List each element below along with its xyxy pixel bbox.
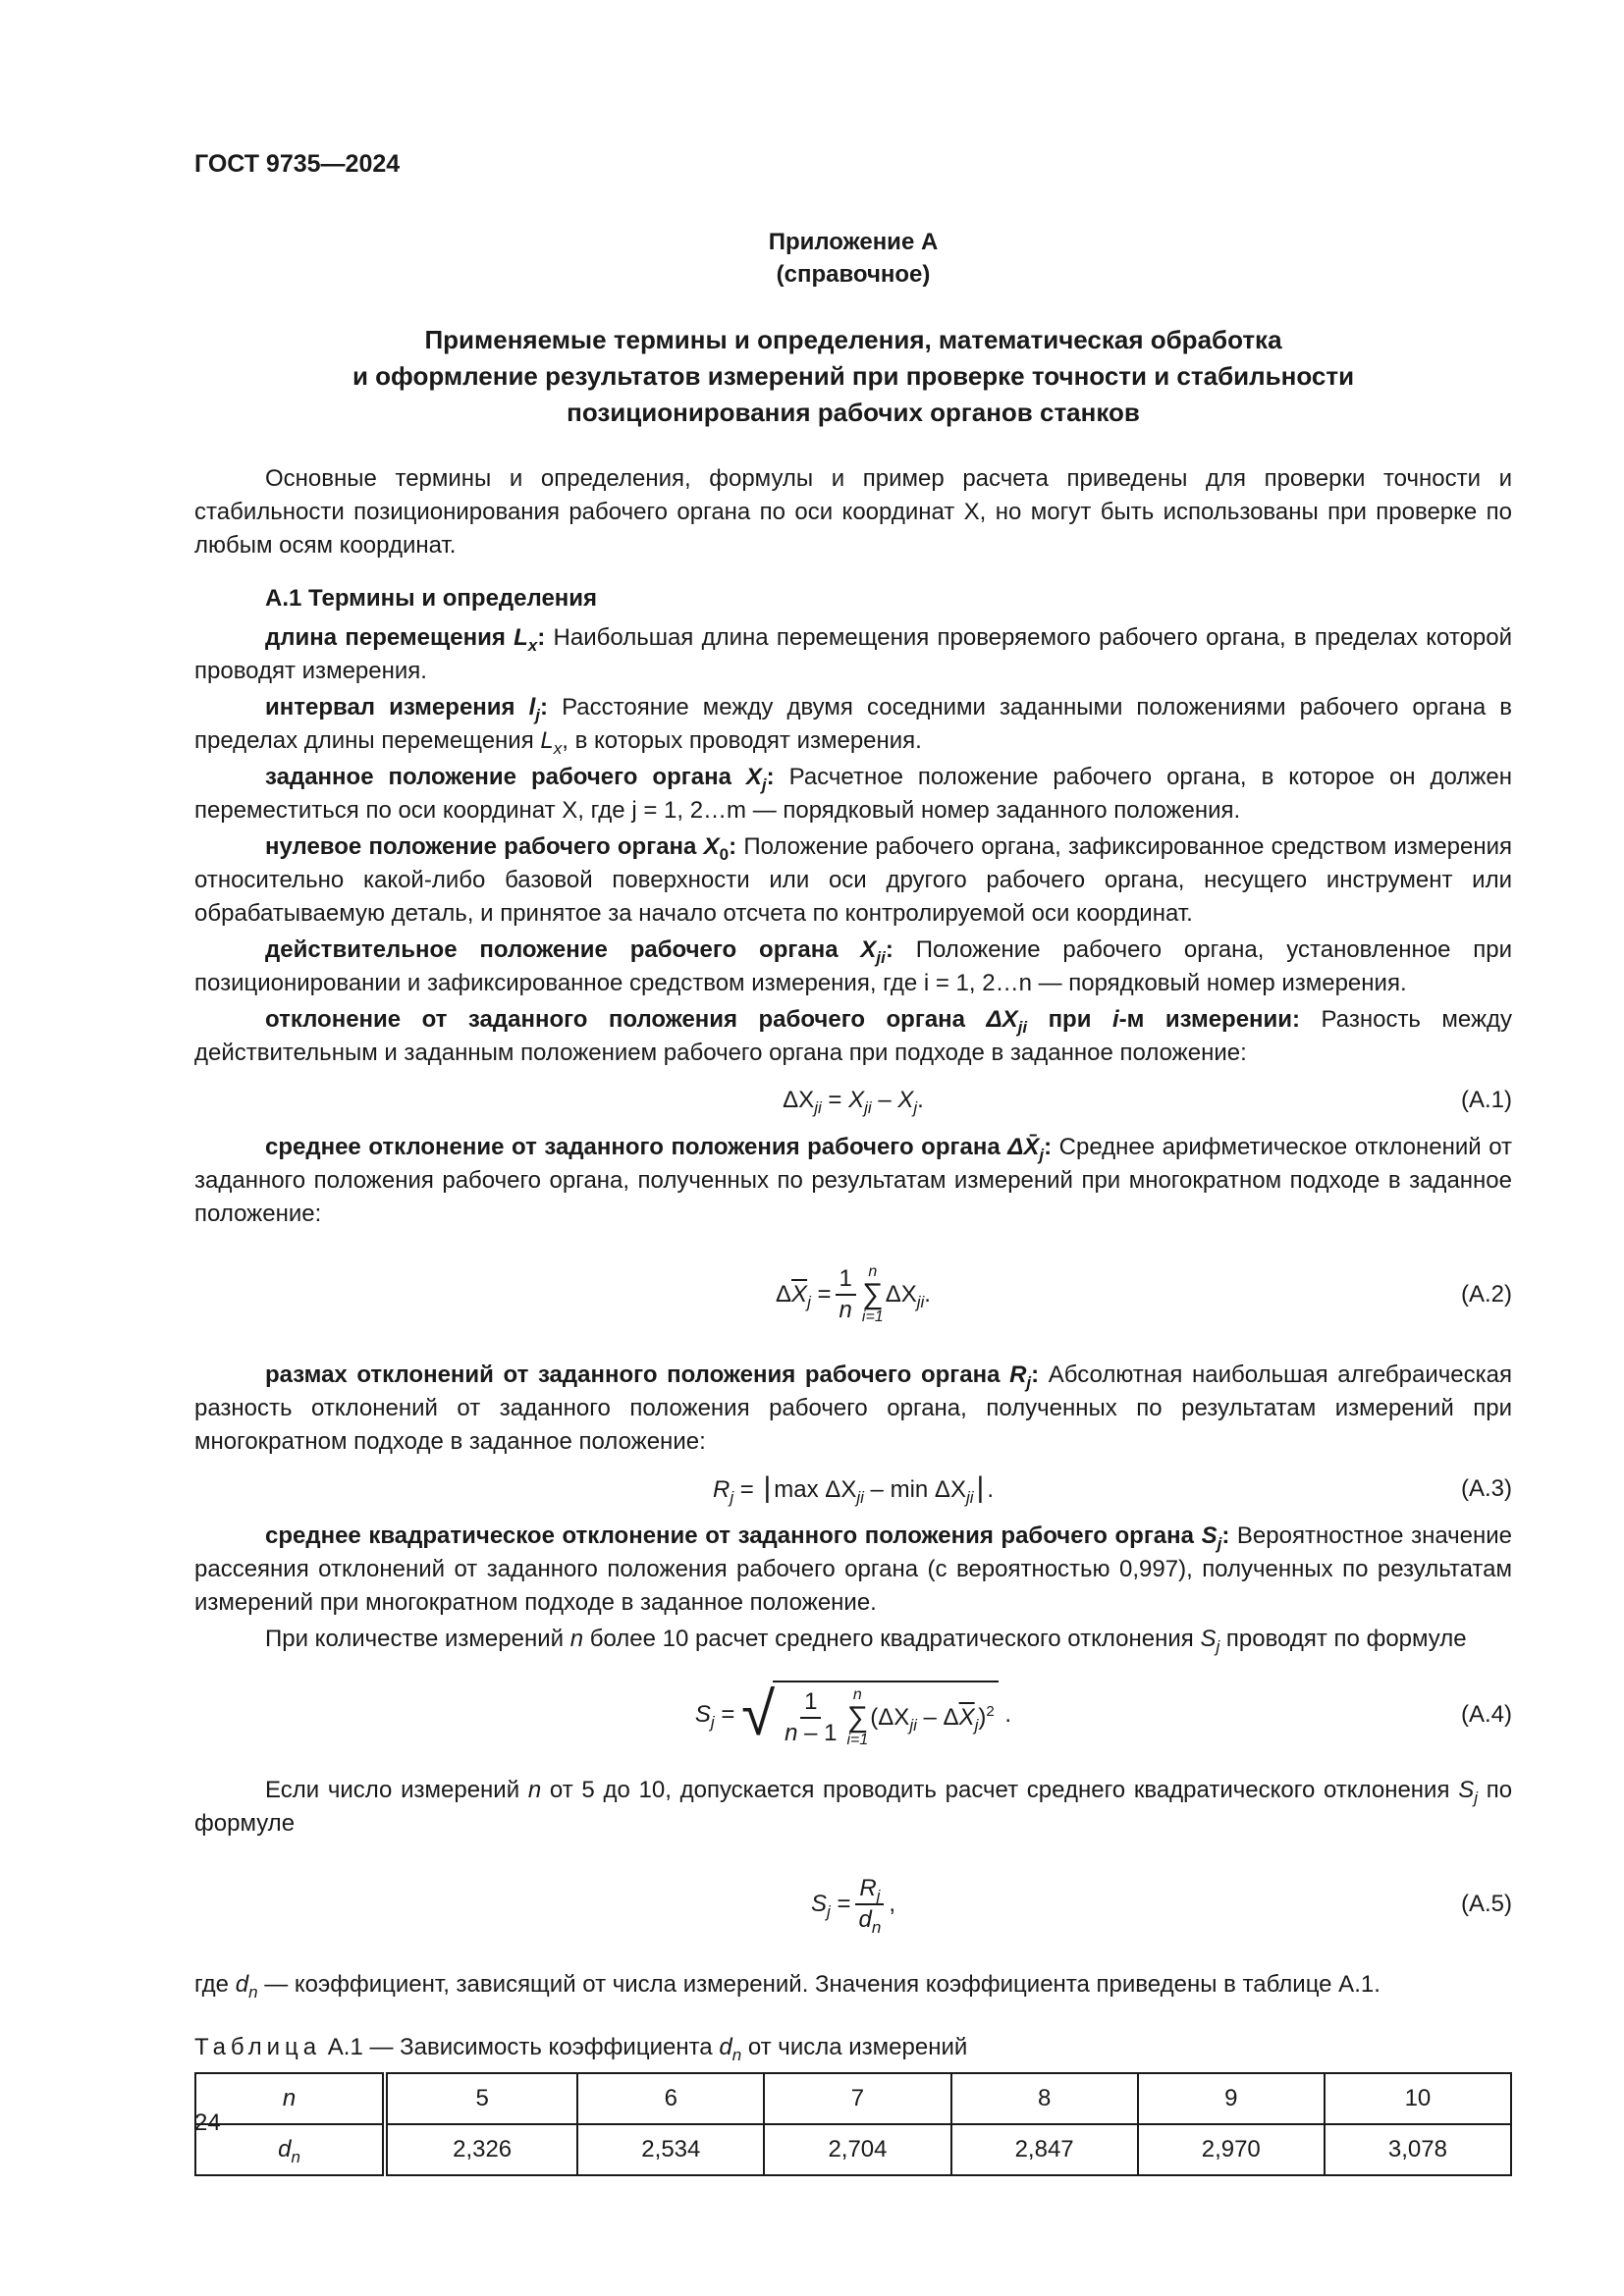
intro-paragraph: Основные термины и определения, формулы и пример расчета приведены для проверки точности и стабильности позиционирования рабочего органа по оси координат X, но могут быть использованы при проверке по любым осям координат.: [194, 465, 1512, 559]
term-zero-position: нулевое положение рабочего органа $X_0$: Положение рабочего органа, зафиксированное средством измерения относительно какой-либо базовой поверхности или оси другого рабочего органа, несущего инструмент или обрабатываемую деталь, и принятое за начало отсчета по контролируемой оси координат.: [194, 833, 1512, 927]
term-measurement-interval: интервал измерения $l_j$: Расстояние между двумя соседними заданными положениями рабочего органа в пределах длины перемещения $L_x$, в которых проводят измерения.: [194, 694, 1513, 758]
equation-a4: $S_j$ = √ $\frac{1}{n - 1}$ n ∑ i=1 $(\Delta X_{ji} - \Delta\overline{X}_j)^2$ . (А.4): [694, 1681, 1512, 1748]
title-line: и оформление результатов измерений при проверке точности и стабильности: [352, 361, 1355, 391]
equation-number: (А.5): [1460, 1891, 1512, 1917]
equation-number: (А.3): [1460, 1475, 1512, 1502]
equation-a1: $\Delta X_{ji} = X_{ji} - X_j$. (А.1): [194, 1084, 1512, 1117]
appendix-kind: (справочное): [776, 261, 931, 288]
where-clause: где $d_n$ — коэффициент, зависящий от числа измерений. Значения коэффициента приведены в таблице А.1.: [194, 1971, 1380, 2002]
equation-number: (А.2): [1460, 1281, 1512, 1308]
table-cell: 2,326: [385, 2124, 577, 2175]
table-cell: 8: [951, 2073, 1138, 2124]
equation-number: (А.1): [1460, 1087, 1512, 1113]
page-content: [194, 226, 1512, 2176]
term-range: размах отклонений от заданного положения рабочего органа $R_j$: Абсолютная наибольшая алгебраическая разность отклонений от заданного положения рабочего органа, полученных по результатам измерений при многократном подходе в заданное положение:: [194, 1362, 1513, 1455]
table-row: [195, 2124, 1511, 2175]
table-cell: 2,970: [1138, 2124, 1325, 2175]
table-cell: 9: [1138, 2073, 1325, 2124]
table-row: [195, 2073, 1511, 2124]
table-cell: 6: [577, 2073, 764, 2124]
term-actual-position: действительное положение рабочего органа $X_{ji}$: Положение рабочего органа, установленное при позиционировании и зафиксированное средством измерения, где i = 1, 2…n — порядковый номер измерения.: [194, 936, 1513, 996]
paragraph-n-5-to-10: Если число измерений n от 5 до 10, допускается проводить расчет среднего квадратического отклонения $S_j$ по формуле: [194, 1777, 1513, 1837]
table-cell: 5: [385, 2073, 577, 2124]
table-cell: 7: [764, 2073, 950, 2124]
table-header-cell: n: [195, 2073, 385, 2124]
table-header-cell: $d_n$: [195, 2124, 385, 2175]
coefficient-table: [194, 2072, 1512, 2176]
equation-a2: $\Delta\overline{X}_j$ = $\frac{1}{n}$ n ∑ i=1 $\Delta X_{ji}$. (А.2): [776, 1263, 1512, 1325]
table-cell: 10: [1325, 2073, 1511, 2124]
table-caption: Таблица А.1 — Зависимость коэффициента $d_n$ от числа измерений: [194, 2034, 968, 2064]
equation-a5: $S_j$ = $\frac{R_j}{d_n}$ , (А.5): [811, 1875, 1512, 1937]
appendix-label: Приложение А: [768, 229, 939, 255]
term-deviation: отклонение от заданного положения рабочего органа $\Delta X_{ji}$ при i-м измерении: Разность между действительным и заданным положением рабочего органа при подходе в заданное положение:: [194, 1006, 1513, 1066]
section-heading: А.1 Термины и определения: [265, 585, 598, 612]
table-cell: 2,534: [577, 2124, 764, 2175]
table-cell: 3,078: [1325, 2124, 1511, 2175]
table-cell: 2,847: [951, 2124, 1138, 2175]
table-cell: 2,704: [764, 2124, 950, 2175]
equation-number: (А.4): [1460, 1701, 1512, 1728]
paragraph-n-over-10: При количестве измерений n более 10 расчет среднего квадратического отклонения $S_j$ проводят по формуле: [265, 1626, 1467, 1656]
doc-header: ГОСТ 9735—2024: [194, 150, 401, 178]
title-line: Применяемые термины и определения, математическая обработка: [424, 325, 1282, 354]
term-target-position: заданное положение рабочего органа $X_j$: Расчетное положение рабочего органа, в которое он должен переместиться по оси координат X, где j = 1, 2…m — порядковый номер заданного положения.: [194, 764, 1512, 824]
term-mean-deviation: среднее отклонение от заданного положения рабочего органа $\Delta X̄_j$: Среднее арифметическое отклонений от заданного положения рабочего органа, полученных по результатам измерений при многократном подходе в заданное положение:: [194, 1134, 1513, 1227]
term-std-deviation: среднее квадратическое отклонение от заданного положения рабочего органа $S_j$: Вероятностное значение рассеяния отклонений от заданного положения рабочего органа (с вероятностью 0,997), полученных по результатам измерений при многократном подходе в заданное положение.: [194, 1522, 1513, 1616]
page-number: 24: [194, 2109, 221, 2136]
term-travel-length: длина перемещения $L_x$: Наибольшая длина перемещения проверяемого рабочего органа, в пределах которой проводят измерения.: [194, 624, 1513, 684]
equation-a3: $R_j$ = | $\max \Delta X_{ji}$ – $\min \Delta X_{ji}$ | . (А.3): [713, 1471, 1512, 1507]
title-line: позиционирования рабочих органов станков: [567, 398, 1140, 427]
appendix-title: [194, 322, 1512, 431]
